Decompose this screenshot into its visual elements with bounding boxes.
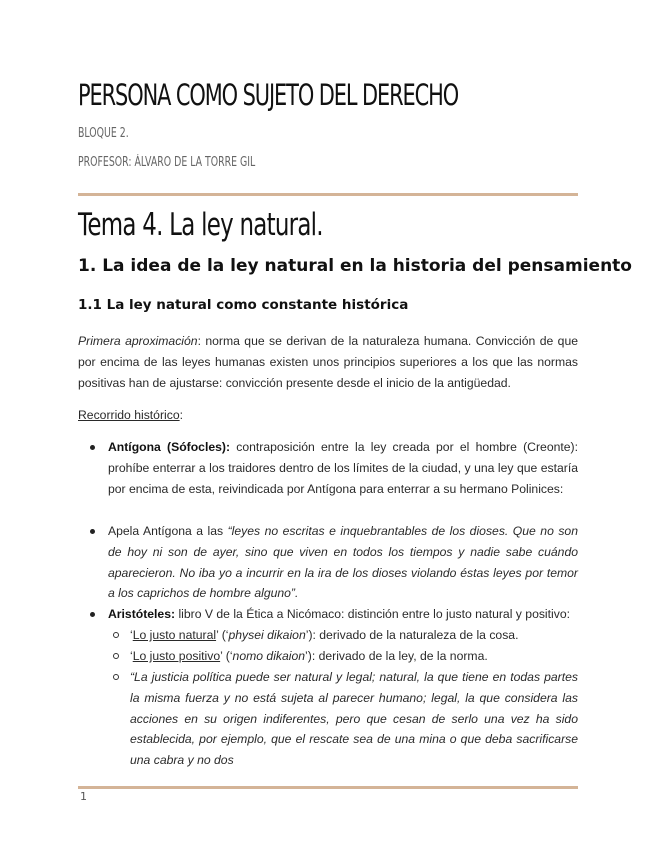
positive-term: Lo justo positivo [132,649,221,663]
antigona-text: contraposición entre la ley creada por el hombre (Creonte): prohíbe enterrar a los traidores dentro de los límites de la ciudad, y una ley que estaría por encima de esta, reivindicada por Antígona para enterrar a su hermano Polinices: [108,440,578,496]
aristoteles-text: libro V de la Ética a Nicómaco: distinción entre lo justo natural y positivo: [175,607,570,621]
appeal-prefix: Apela Antígona a las [108,524,228,538]
list-item-antigona [108,437,578,499]
page-number: 1 [80,790,87,803]
header-divider [78,193,578,196]
appeal-quote: “leyes no escritas e inquebrantables de los dioses. Que no son de hoy ni son de ayer, sino que viven en todos los tiempos y nadie sabe cuándo aparecieron. No iba yo a incurrir en la ira de los dioses violando éstas leyes por temor a los caprichos de hombre alguno”. [108,524,578,601]
natural-close: ’): derivado de la naturaleza de la cosa. [305,628,519,642]
professor-label: PROFESOR: ÁLVARO DE LA TORRE GIL [78,155,256,170]
document-title: PERSONA COMO SUJETO DEL DERECHO [78,78,459,112]
natural-open-quote: ‘ [130,628,133,642]
topic-title: Tema 4. La ley natural. [78,207,323,243]
positive-greek: nomo dikaion [232,649,306,663]
positive-open-quote: ‘ [130,649,133,663]
sub-item-natural [130,625,578,646]
sub-item-positive [130,646,578,667]
sub-item-quote: “La justicia política puede ser natural y legal; natural, la que tiene en todas partes la misma fuerza y no está sujeta al parecer humano; legal, la que considera las acciones en su origen indiferentes, pero que cesan de serlo una vez ha sido establecida, por ejemplo, que el rescate sea de una mina o que deba sacrificarse una cabra y no dos [130,667,578,750]
section-heading: 1. La idea de la ley natural en la historia del pensamiento [78,256,632,276]
footer-divider [78,786,578,789]
natural-term: Lo justo natural [132,628,217,642]
positive-mid: ’ (‘ [220,649,233,663]
aristoteles-label: Aristóteles: [108,607,176,621]
block-label: BLOQUE 2. [78,126,129,141]
natural-greek: physei dikaion [228,628,306,642]
subsection-heading: 1.1 La ley natural como constante histórica [78,297,409,313]
intro-label: Primera aproximación [78,334,198,348]
route-paragraph [78,405,578,426]
antigona-label: Antígona (Sófocles): [108,440,230,454]
positive-close: ’): derivado de la ley, de la norma. [305,649,488,663]
list-item-aristoteles [108,604,578,625]
intro-text: : norma que se derivan de la naturaleza humana. Convicción de que por encima de las leyes humanas existen unos principios superiores a los que las normas positivas han de ajustarse: convicción presente desde el inicio de la antigüedad. [78,334,579,390]
route-label: Recorrido histórico [78,408,180,422]
list-item-appeal [108,521,578,604]
intro-paragraph [78,331,578,393]
route-colon: : [179,408,183,422]
natural-mid: ’ (‘ [216,628,229,642]
